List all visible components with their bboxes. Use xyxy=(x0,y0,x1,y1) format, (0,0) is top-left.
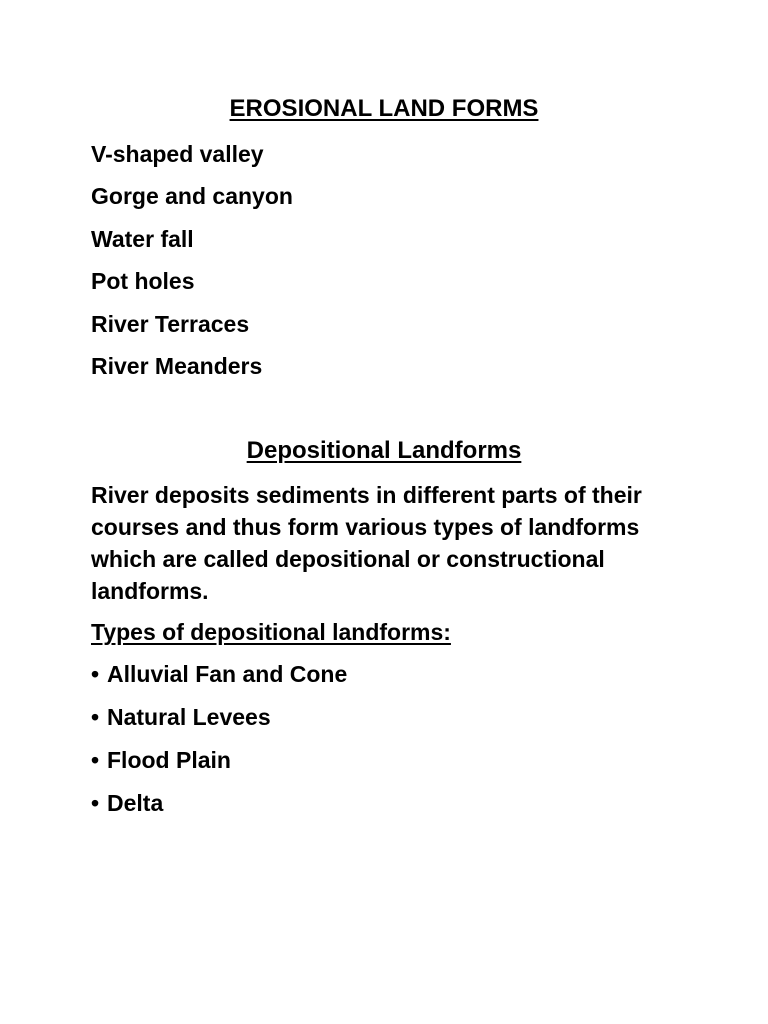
types-heading: Types of depositional landforms: xyxy=(91,619,451,645)
depositional-types-list xyxy=(91,660,347,832)
list-item: River Terraces xyxy=(91,310,250,337)
list-item xyxy=(91,789,347,832)
list-item: Water fall xyxy=(91,225,194,252)
list-item xyxy=(91,703,347,746)
bullet-icon: • xyxy=(91,747,100,773)
list-item: Gorge and canyon xyxy=(91,183,293,210)
list-item-label: Alluvial Fan and Cone xyxy=(107,661,348,687)
bullet-icon: • xyxy=(91,661,100,687)
list-item: V-shaped valley xyxy=(91,141,264,167)
list-item-label: Delta xyxy=(107,790,164,816)
erosional-landforms-title: EROSIONAL LAND FORMS xyxy=(229,95,539,122)
list-item xyxy=(91,660,347,703)
depositional-description: River deposits sediments in different parts of their courses and thus form various types of landforms which are called depositional or constructional landforms. xyxy=(91,482,642,604)
list-item-label: Flood Plain xyxy=(107,747,231,773)
list-item: Pot holes xyxy=(91,268,195,295)
list-item xyxy=(91,746,347,789)
bullet-icon: • xyxy=(91,790,100,816)
depositional-landforms-title: Depositional Landforms xyxy=(246,437,522,464)
erosional-landforms-list xyxy=(91,140,293,394)
bullet-icon: • xyxy=(91,704,100,730)
list-item-label: Natural Levees xyxy=(107,704,271,730)
list-item: River Meanders xyxy=(91,352,263,379)
